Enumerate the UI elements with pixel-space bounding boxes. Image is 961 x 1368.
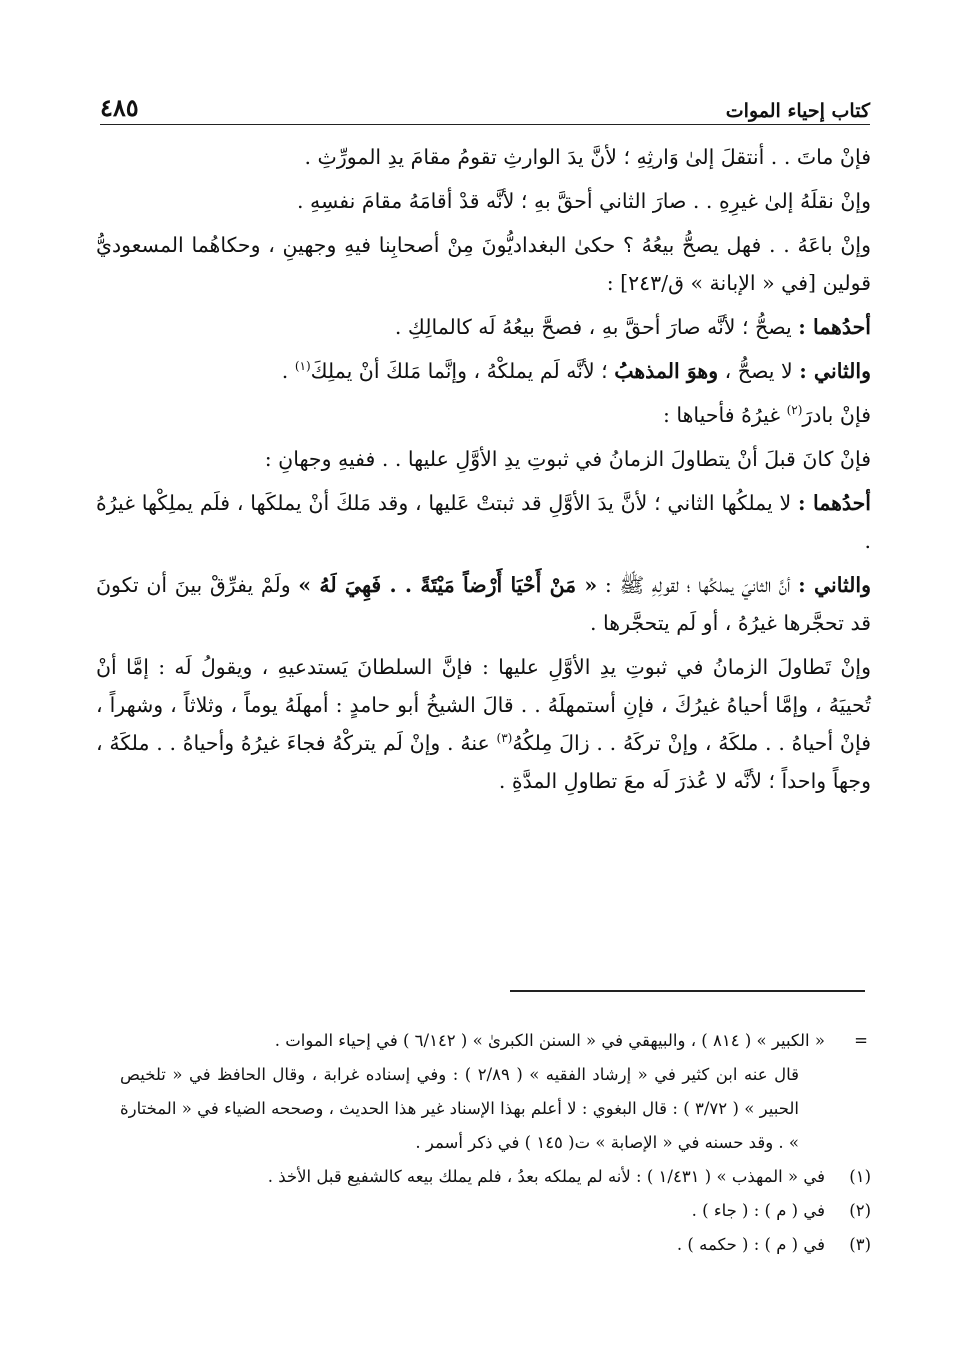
footnote: (٢) في ( م ) : ( جاء ) . (120, 1194, 871, 1228)
paragraph: أحدُهما : يصحُّ ؛ لأنَّه صارَ أحقَّ بهِ ، فصحَّ بيعُهُ لَه كالمالِكِ . (394, 315, 871, 339)
paragraph: والثاني : أنَّ الثانيَ يملكُها ؛ لقولِهِ ﷺ : « مَنْ أَحْيَا أَرْضاً مَيْتَةً . . فَهِيَ لَهُ » ولَمْ يفرِّقْ بينَ أن تكونَ قد تحجَّرها غيرُهُ ، أو لَم يتحجَّرها . (96, 573, 872, 635)
paragraph: فإنْ ماتَ . . أنتقلَ إلىٰ وَارثِهِ ؛ لأنَّ يدَ الوارثِ تقومُ مقامَ يدِ المورِّثِ . (304, 145, 871, 169)
continuation-marker: = (854, 1031, 868, 1050)
footnote-ref: (٣) (496, 731, 513, 746)
emphasis: وهوَ المذهبُ (614, 359, 719, 383)
lead-term: أحدُهما : (798, 491, 872, 515)
footnote-number: (١) (849, 1167, 871, 1186)
footnote-number: (٣) (849, 1235, 871, 1254)
header-rule (100, 124, 870, 125)
footnote: (١) في « المهذب » ( ١/٤٣١ ) : لأنه لم يملكه بعدُ ، فلم يملك بيعه كالشفيع قبل الأخذ . (120, 1160, 871, 1194)
footnotes (120, 1024, 871, 1262)
main-text (96, 138, 871, 806)
paragraph: والثاني : لا يصحُّ ، وهوَ المذهبُ ؛ لأنَّه لَم يملكْهُ ، وإنَّما مَلكَ أنْ يملِكَ$^{(١)}$ . (281, 359, 871, 383)
paragraph: وإنْ تَطاولَ الزمانُ في ثبوتِ يدِ الأوَّلِ عليها : فإنَّ السلطانَ يَستدعيهِ ، ويقولُ لَه : إمَّا أنْ تُحييَهُ ، وإمَّا أحياهُ غيرُكَ ، فإنِ أستمهلَهُ . . قالَ الشيخُ أبو حامدٍ : أمهلَهُ يوماً ، وثلاثاً ، وشهراً ، فإنْ أحياهُ . . ملكَهُ ، وإنْ تركَهُ . . زالَ مِلكُهُ$^{(٣)}$ عنهُ . وإنْ لَم يتركْهُ فجاءَ غيرُهُ وأحياهُ . . ملكَهُ ، وجهاً واحداً ؛ لأنَّه لا عُذرَ لَه معَ تطاولِ المدَّةِ . (96, 655, 871, 793)
lead-term: والثاني : (799, 359, 871, 383)
footnote-number: (٢) (849, 1201, 871, 1220)
paragraph: أحدُهما : لا يملكُها الثاني ؛ لأنَّ يدَ الأوَّلِ قد ثبتتْ عَليها ، وقد مَلكَ أنْ يملكَها ، فلَم يملِكْها غيرُهُ . (96, 491, 872, 553)
page-number: ٤٨٥ (100, 93, 139, 122)
footnote-separator (510, 990, 865, 992)
paragraph: وإنْ باعَهُ . . فهل يصحُّ بيعُهُ ؟ حكىٰ البغداديُّونَ مِنْ أصحابِنا فيهِ وجهينِ ، وحكاهُما المسعوديُّ قولين [في « الإبانة » ق/٢٤٣] : (96, 233, 871, 295)
page-header (100, 88, 870, 122)
hadith-quote: « مَنْ أَحْيَا أَرْضاً مَيْتَةً . . فَهِيَ لَهُ » (298, 573, 598, 597)
paragraph: فإنْ بادرَ$^{(٢)}$ غيرُهُ فأحياها : (662, 403, 871, 427)
paragraph: وإنْ نقلَهُ إلىٰ غيرِهِ . . صارَ الثاني أحقَّ بهِ ؛ لأنَّه قدْ أقامَهُ مقامَ نفسِهِ . (297, 189, 871, 213)
paragraph: فإنْ كانَ قبلَ أنْ يتطاولَ الزمانُ في ثبوتِ يدِ الأوَّلِ عليها . . ففيهِ وجهانِ : (264, 447, 871, 471)
footnote-ref: (١) (294, 359, 311, 374)
footnote: (٣) في ( م ) : ( حكمه ) . (120, 1228, 871, 1262)
footnote-continuation: = « الكبير » ( ٨١٤ ) ، والبيهقي في « السنن الكبرىٰ » ( ٦/١٤٢ ) في إحياء الموات . قال عنه ابن كثير في « إرشاد الفقيه » ( ٢/٨٩ ) : وفي إسناده غرابة ، وقال الحافظ في « تلخيص الحبير » ( ٣/٧٢ ) : قال البغوي : لا أعلم بهذا الإسناد غير هذا الحديث ، وصححه الضياء في « المختارة » . وقد حسنه في « الإصابة » ت( ١٤٥ ) في ذكر أسمر . (120, 1024, 871, 1160)
lead-term: والثاني : (798, 573, 872, 597)
lead-term: أحدُهما : (798, 315, 871, 339)
footnote-ref: (٢) (786, 403, 803, 418)
running-title: كتاب إحياء الموات (725, 100, 870, 122)
